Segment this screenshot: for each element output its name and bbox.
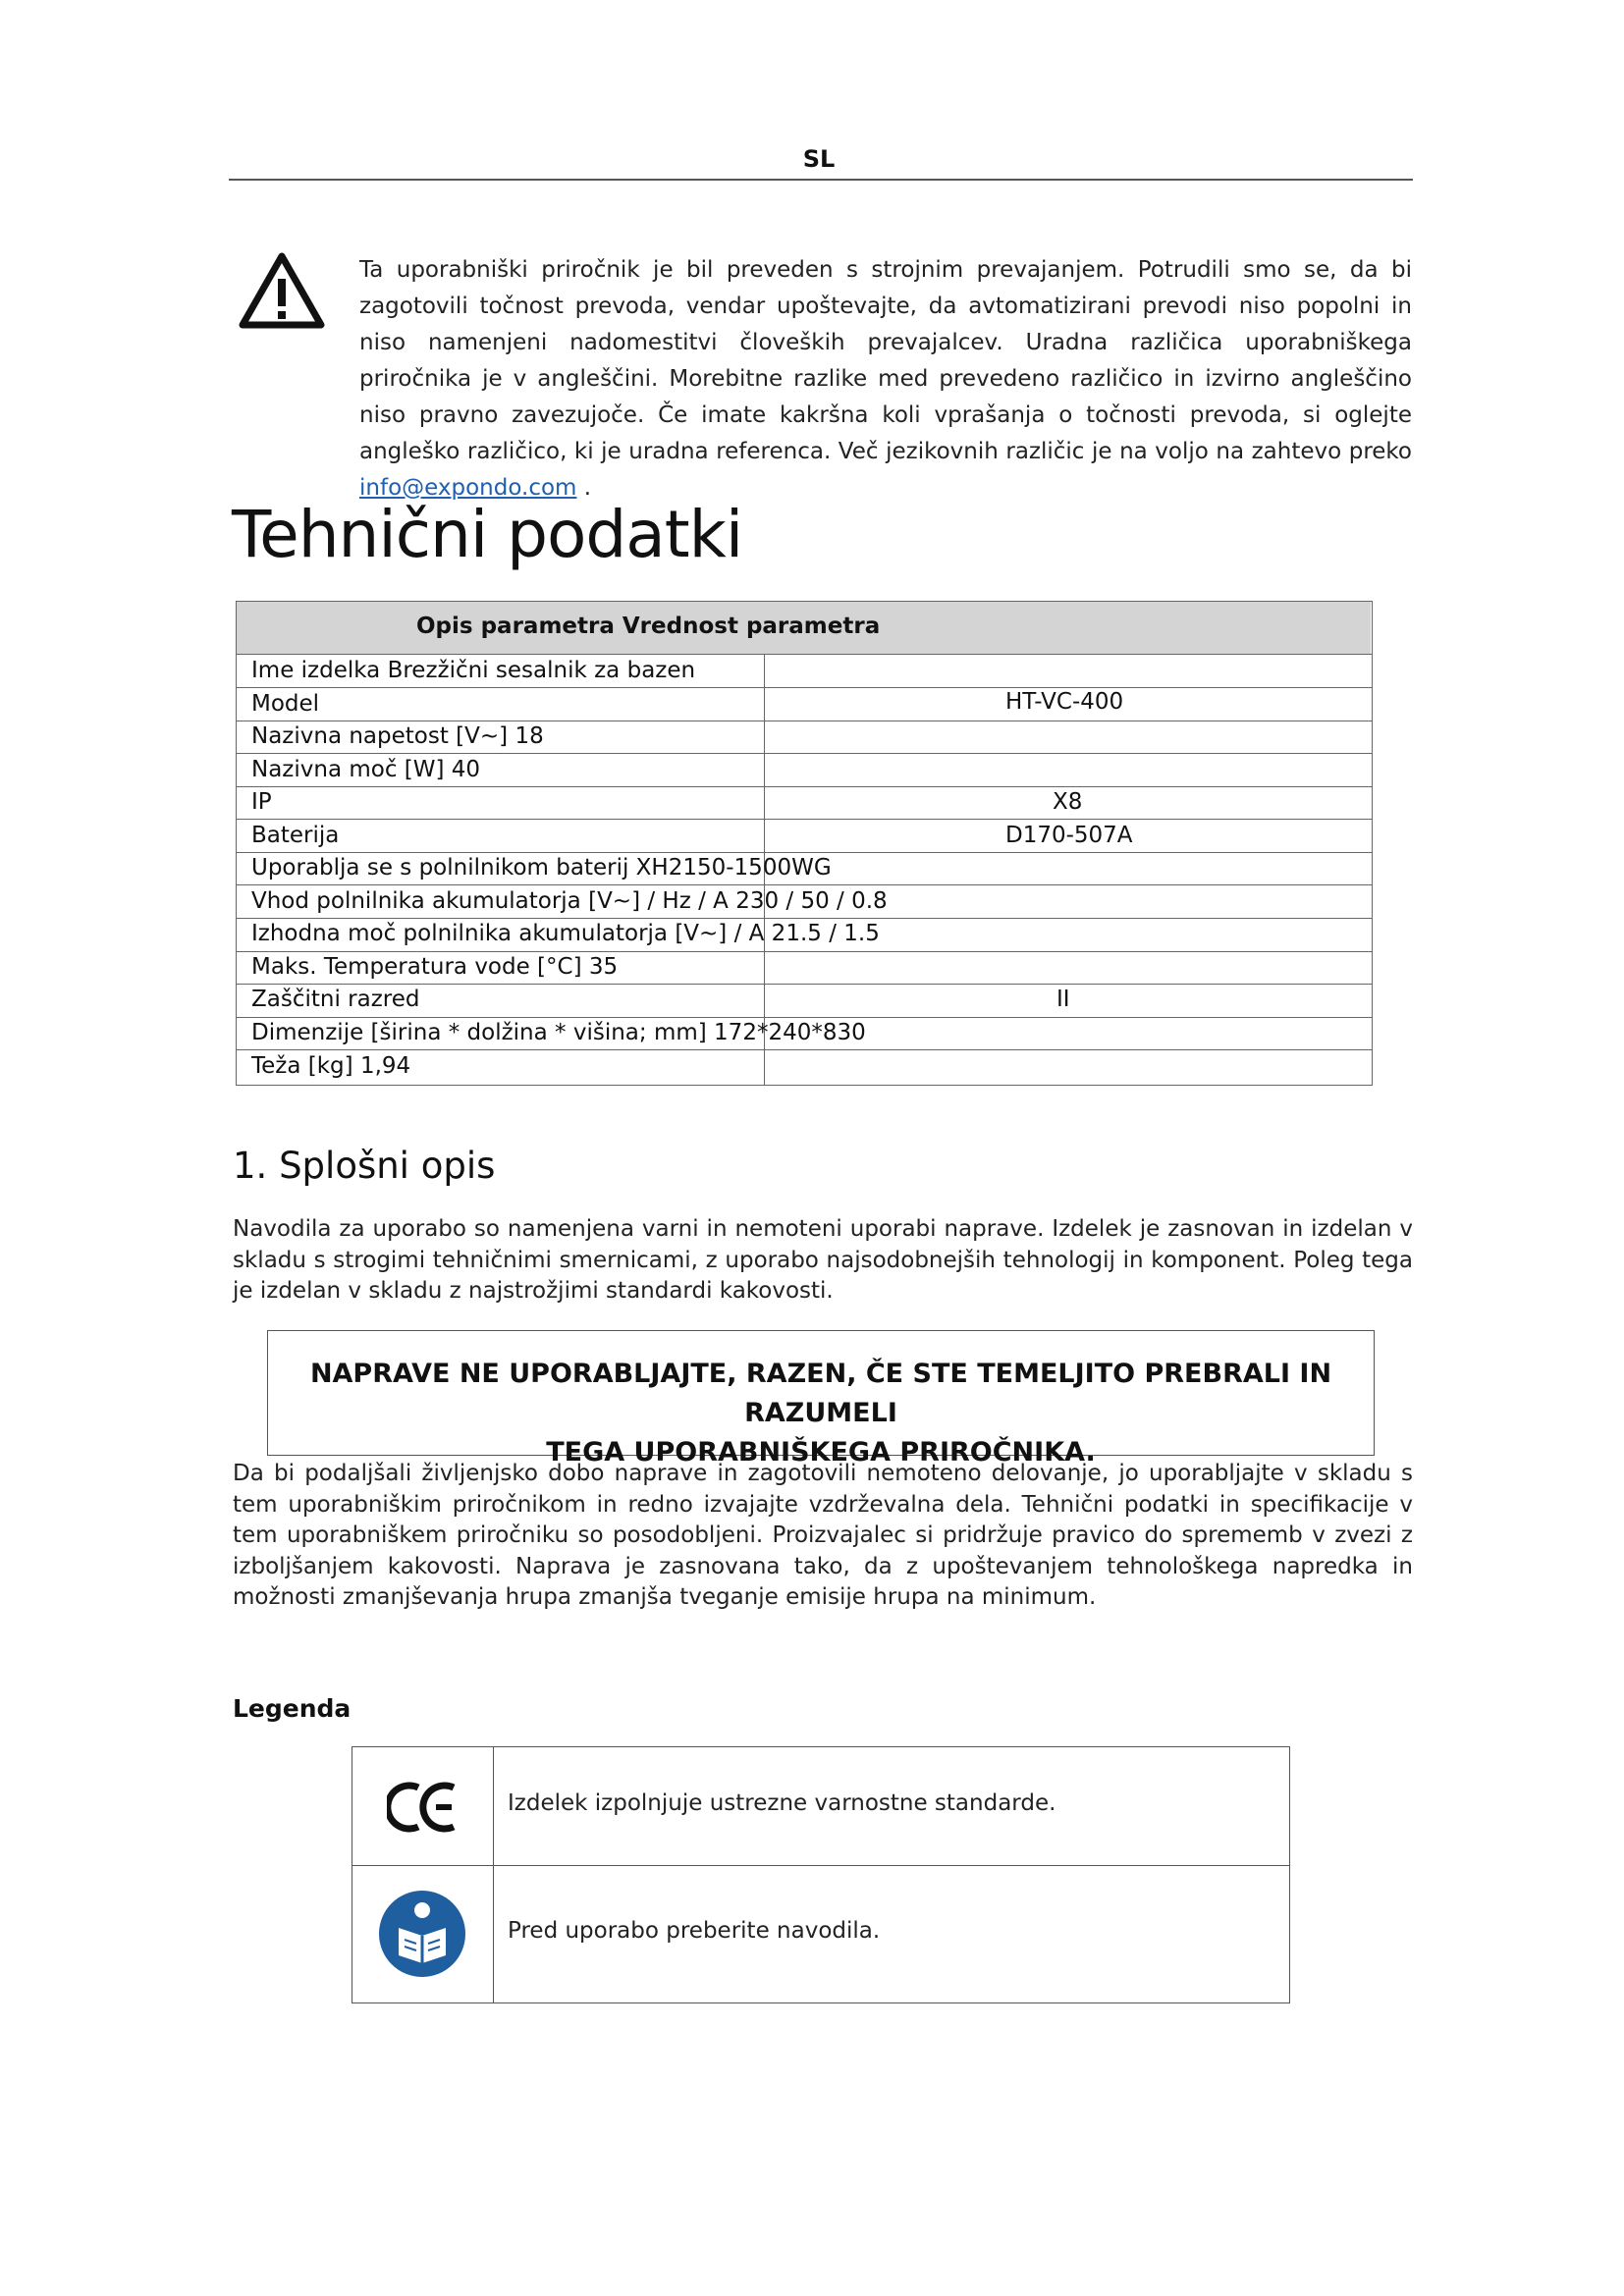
- spec-row-label: IP: [251, 789, 272, 815]
- spec-row-label: Teža [kg] 1,94: [251, 1053, 411, 1079]
- section-title: 1. Splošni opis: [233, 1145, 496, 1187]
- row-divider: [236, 819, 1373, 820]
- legend-item-text: Pred uporabo preberite navodila.: [508, 1918, 881, 1944]
- legend-row-divider: [352, 1865, 1290, 1866]
- spec-row-label: Dimenzije [širina * dolžina * višina; mm] 172*240*830: [251, 1020, 866, 1045]
- spec-table: [236, 601, 1373, 1086]
- email-link[interactable]: info@expondo.com: [359, 475, 577, 501]
- spec-row-value: HT-VC-400: [1005, 689, 1124, 715]
- spec-row-label: Nazivna napetost [V~] 18: [251, 723, 544, 749]
- spec-row-label: Maks. Temperatura vode [°C] 35: [251, 954, 619, 980]
- spec-row-value: D170-507A: [1005, 823, 1133, 848]
- row-divider: [236, 884, 1373, 885]
- row-divider: [236, 1049, 1373, 1050]
- spec-row-label: Baterija: [251, 823, 340, 848]
- row-divider: [236, 654, 1373, 655]
- spec-row-label: Uporablja se s polnilnikom baterij XH2150-1500WG: [251, 855, 832, 881]
- row-divider: [236, 687, 1373, 688]
- spec-row-value: X8: [1053, 789, 1083, 815]
- page-title: Tehnični podatki: [232, 497, 743, 572]
- notice-line: NAPRAVE NE UPORABLJAJTE, RAZEN, ČE STE TEMELJITO PREBRALI IN RAZUMELI: [309, 1359, 1332, 1428]
- spec-row-label: Vhod polnilnika akumulatorja [V~] / Hz / A 230 / 50 / 0.8: [251, 888, 888, 914]
- disclaimer-text: Ta uporabniški priročnik je bil preveden s strojnim prevajanjem. Potrudili smo se, da bi zagotovili točnost prevoda, vendar upoštevajte, da avtomatizirani prevodi niso popolni in niso namenjeni nadomestitvi človeških prevajalcev. Uradna različica uporabniškega priročnika je v angleščini. Morebitne razlike med prevedeno različico in izvirno angleščino niso pravno zavezujoče. Če imate kakršna koli vprašanja o točnosti prevoda, si oglejte angleško različico, ki je uradna referenca. Več jezikovnih različic je na voljo na zahtevo preko: [359, 257, 1412, 464]
- spec-table-heading: Opis parametra Vrednost parametra: [416, 614, 881, 639]
- spec-row-label: Zaščitni razred: [251, 987, 420, 1012]
- intro-paragraph: Navodila za uporabo so namenjena varni in nemoteni uporabi naprave. Izdelek je zasnovan in izdelan v skladu s strogimi tehničnimi smernicami, z uporabo najsodobnejših tehnologij in komponent. Poleg tega je izdelan v skladu z najstrožjimi standardi kakovosti.: [233, 1216, 1413, 1304]
- spec-row-value: II: [1056, 987, 1070, 1012]
- spec-row-label: Model: [251, 691, 320, 717]
- translation-disclaimer: [359, 252, 1412, 507]
- language-code: SL: [802, 145, 836, 173]
- spec-row-label: Nazivna moč [W] 40: [251, 757, 481, 782]
- row-divider: [236, 786, 1373, 787]
- ce-mark-icon: [387, 1780, 461, 1835]
- read-manual-icon: [377, 1889, 467, 1979]
- legend-item-text: Izdelek izpolnjuje ustrezne varnostne standarde.: [508, 1790, 1056, 1816]
- usage-paragraph: Da bi podaljšali življenjsko dobo naprave in zagotovili nemoteno delovanje, jo uporabljajte v skladu s tem uporabniškim priročnikom in redno izvajajte vzdrževalna dela. Tehnični podatki in specifikacije v tem uporabniškem priročniku so posodobljeni. Proizvajalec si pridržuje pravico do sprememb v zvezi z izboljšanjem kakovosti. Naprava je zasnovana tako, da z upoštevanjem tehnološkega napredka in možnosti zmanjševanja hrupa zmanjša tveganje emisije hrupa na minimum.: [233, 1461, 1413, 1610]
- header-rule: [229, 179, 1413, 181]
- warning-triangle-icon: [239, 251, 325, 330]
- legend-table: [352, 1746, 1290, 2003]
- legend-title: Legenda: [233, 1694, 352, 1723]
- notice-text: [267, 1355, 1375, 1472]
- notice-line: TEGA UPORABNIŠKEGA PRIROČNIKA.: [546, 1437, 1096, 1468]
- spec-row-label: Izhodna moč polnilnika akumulatorja [V~] / A 21.5 / 1.5: [251, 921, 880, 946]
- disclaimer-trail: .: [576, 475, 592, 501]
- spec-row-label: Ime izdelka Brezžični sesalnik za bazen: [251, 658, 696, 683]
- legend-column-divider: [493, 1746, 494, 2003]
- row-divider: [236, 753, 1373, 754]
